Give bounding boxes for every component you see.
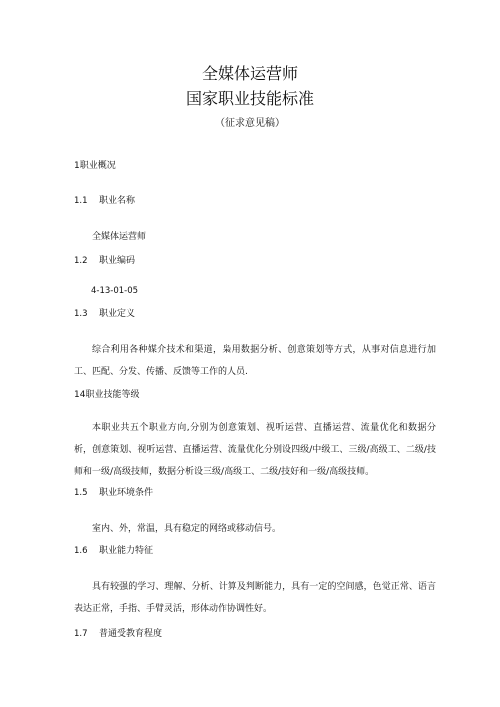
section-1-5-content: 室内、外，常温，具有稳定的网络或移动信号。 (92, 524, 282, 534)
document-subtitle: （征求意见稿） (215, 118, 285, 129)
document-title-line-1: 全媒体运营师 (201, 64, 298, 83)
section-1-2-content: 4-13-01-05 (91, 286, 139, 296)
section-1-6-content: 具有较强的学习、理解、分析、计算及判断能力，具有一定的空间感，色觉正常、语言表达正常，手指、手臂灵活，形体动作协调性好。 (74, 582, 436, 614)
section-1-1-number: 1.1 (74, 196, 88, 206)
section-1-heading: 1职业概况 (74, 161, 116, 171)
section-1-4-content: 本职业共五个职业方向,分别为创意策划、视听运营、直播运营、流量优化和数据分析，创意策划、视听运营、直播运营、流量优化分别设四级/中级工、三级/高级工、二级/技师和一级/高级技师，数据分析设三级/高级工、二级/技好和一级/高级技师。 (74, 423, 436, 477)
section-1-3-content: 综合利用各种媒介技术和渠道，枭用数据分析、创意策划等方式，从事对信息进行加工、匹配、分发、传播、反馈等工作的人员. (74, 345, 436, 377)
section-1-4-heading: 14职业技能等级 (74, 390, 140, 400)
section-1-2-number: 1.2 (74, 256, 88, 266)
document-title-line-2: 国家职业技能标准 (185, 89, 314, 108)
section-1-5-number: 1.5 (74, 488, 88, 498)
section-1-3-number: 1.3 (74, 309, 88, 319)
section-1-6-number: 1.6 (74, 546, 88, 556)
section-1-1-content: 全媒体运营师 (92, 232, 147, 242)
section-1-1-title: 职业名称 (99, 196, 136, 206)
section-1-7-title: 普通受教育程度 (99, 629, 163, 639)
section-1-3-title: 职业定义 (99, 309, 136, 319)
section-1-7-number: 1.7 (74, 629, 88, 639)
section-1-5-title: 职业环境条件 (99, 488, 154, 498)
section-1-6-title: 职业能力特征 (99, 546, 154, 556)
section-1-2-title: 职业编码 (99, 256, 136, 266)
